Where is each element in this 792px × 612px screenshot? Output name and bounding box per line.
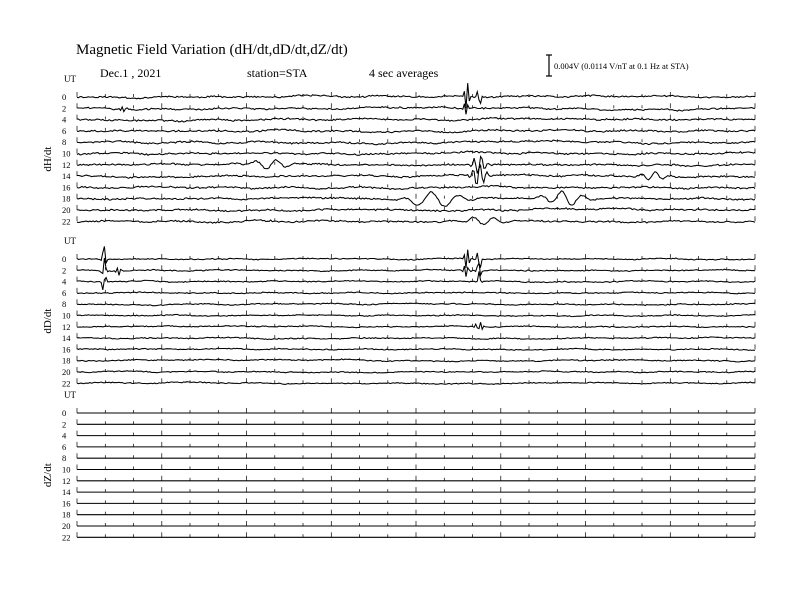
- row-label: 20: [62, 521, 71, 531]
- panel-dd-dt: [42, 236, 755, 388]
- row-label: 0: [62, 254, 67, 264]
- panel-ylabel: dZ/dt: [42, 463, 54, 488]
- panel-ylabel: dH/dt: [42, 146, 54, 172]
- row-label: 6: [62, 125, 67, 136]
- ut-label: UT: [64, 390, 76, 400]
- row-label: 20: [62, 205, 71, 215]
- averaging-label: 4 sec averages: [369, 66, 439, 80]
- scale-label: 0.004V (0.0114 V/nT at 0.1 Hz at STA): [554, 61, 689, 71]
- trace-line: [77, 303, 755, 306]
- row-label: 6: [62, 287, 67, 298]
- chart-title: Magnetic Field Variation (dH/dt,dD/dt,dZ/dt): [76, 42, 348, 58]
- row-label: 18: [62, 509, 71, 520]
- panel-dz-dt: [42, 390, 755, 542]
- row-label: 12: [62, 321, 71, 332]
- panel-dh-dt: [42, 74, 755, 226]
- row-label: 8: [62, 137, 67, 148]
- row-label: 10: [62, 148, 71, 159]
- panel-ylabel: dD/dt: [42, 308, 54, 334]
- row-label: 0: [62, 408, 67, 418]
- row-label: 22: [62, 216, 71, 227]
- row-label: 14: [62, 333, 71, 344]
- row-label: 2: [62, 265, 67, 276]
- trace-line: [77, 118, 755, 122]
- row-label: 6: [62, 441, 67, 452]
- row-label: 16: [62, 344, 71, 355]
- row-label: 18: [62, 355, 71, 366]
- row-label: 22: [62, 532, 71, 543]
- row-label: 14: [62, 487, 71, 498]
- row-label: 20: [62, 367, 71, 377]
- row-label: 4: [62, 276, 67, 287]
- row-label: 10: [62, 464, 71, 475]
- row-label: 22: [62, 378, 71, 389]
- ut-label: UT: [64, 74, 76, 84]
- row-label: 14: [62, 171, 71, 182]
- row-label: 16: [62, 498, 71, 509]
- row-label: 12: [62, 475, 71, 486]
- station-label: station=STA: [247, 66, 308, 80]
- scale-bar: [546, 55, 552, 76]
- trace-line: [77, 292, 755, 294]
- row-label: 4: [62, 430, 67, 441]
- date-label: Dec.1 , 2021: [100, 66, 162, 80]
- row-label: 10: [62, 310, 71, 321]
- ut-label: UT: [64, 236, 76, 246]
- row-label: 16: [62, 182, 71, 193]
- row-label: 18: [62, 193, 71, 204]
- panels-group: [42, 74, 755, 542]
- row-label: 2: [62, 103, 67, 114]
- row-label: 0: [62, 92, 67, 102]
- row-label: 12: [62, 159, 71, 170]
- row-label: 4: [62, 114, 67, 125]
- row-label: 2: [62, 419, 67, 430]
- trace-line: [77, 157, 755, 174]
- row-label: 8: [62, 453, 67, 464]
- row-label: 8: [62, 299, 67, 310]
